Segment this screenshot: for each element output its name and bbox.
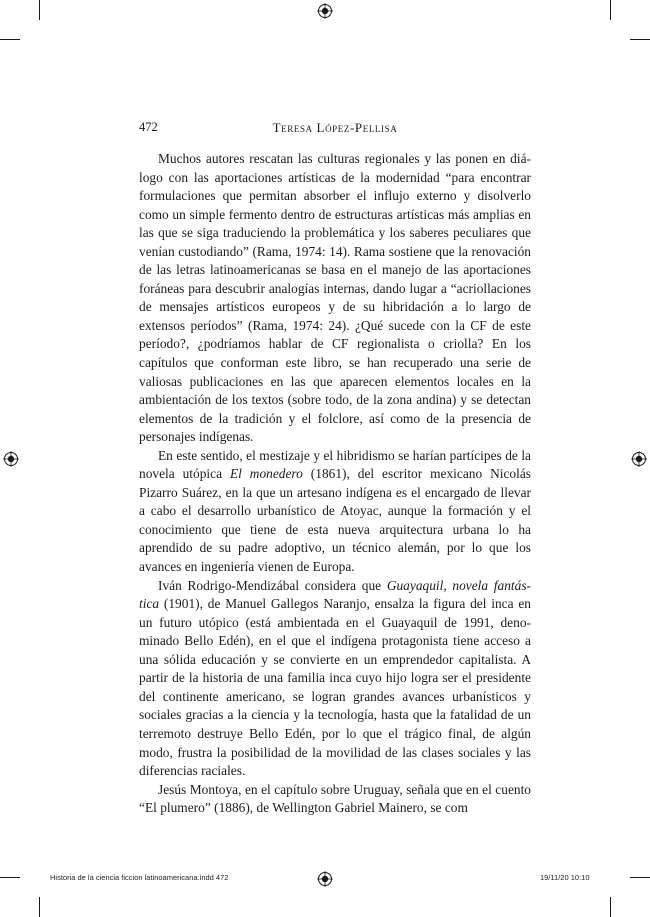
- page-number: 472: [139, 120, 158, 134]
- paragraph-text: En este sentido, el mestizaje y el hibridismo se harían partícipes de la novela utópica: [139, 447, 531, 482]
- book-title: Guayaquil, novela fantástica: [139, 577, 531, 612]
- printer-slug: [0, 873, 650, 885]
- registration-mark-right-icon: [631, 451, 647, 467]
- paragraph-text: (1861), del escritor mexicano Nicolás Pizarro Suárez, en la que un artesano indígena es el encargado de llevar a cabo el desarrollo urbanístico de Atoyac, aunque la formación y el conocimiento que tiene de esta nueva arquitectura urbana lo ha aprendido de su padre adoptivo, un técnico alemán, por lo que los avances en ingeniería vienen de Europa.: [139, 466, 531, 575]
- paragraph-text: Muchos autores rescatan las culturas regionales y las ponen en diálogo con las aportaciones artísticas de la modernidad “para encontrar formulaciones que permitan absorber el influjo externo y disolverlo como un simple fermento dentro de estructuras artísticas más amplias en las que se siga traduciendo la problemática y los saberes peculiares que venían custodiando” (Rama, 1974: 14). Rama sostiene que la renovación de las letras latinoamericanas se basa en el manejo de las aportaciones foráneas para descubrir analogías internas, dando lugar a “acriollaciones de mensajes artísticos europeos y de su hibridación a lo largo de extensos períodos” (Rama, 1974: 24). ¿Qué sucede con la CF de este período?, ¿podríamos hablar de CF regionalista o criolla? En los capítulos que conforman este libro, se han recuperado una serie de valiosas publicaciones en las que aparecen elementos locales en la ambientación de los textos (sobre todo, de la zona andina) y se detectan elementos de la tradición y el folclore, así como de la presencia de personajes indígenas.: [139, 151, 531, 445]
- crop-mark-bottom-left-vertical: [39, 897, 40, 917]
- paragraph-3: [139, 577, 531, 781]
- crop-mark-top-right-vertical: [610, 0, 611, 20]
- registration-mark-top-icon: [317, 3, 333, 19]
- slug-file-info: Historia de la ciencia ficcion latinoamericana.indd 472: [50, 873, 229, 882]
- paragraph-2: [139, 447, 531, 577]
- crop-mark-top-left-vertical: [39, 0, 40, 20]
- registration-mark-left-icon: [3, 451, 19, 467]
- book-title: El monedero: [229, 466, 303, 482]
- paragraph-1: [139, 150, 531, 447]
- body-text: [139, 150, 531, 818]
- running-header: [139, 120, 531, 136]
- crop-mark-bottom-right-vertical: [610, 897, 611, 917]
- paragraph-text: Jesús Montoya, en el capítulo sobre Uruguay, señala que en el cuento “El plumero” (1886), de Wellington Gabriel Mainero, se com: [139, 781, 531, 816]
- paragraph-text: (1901), de Manuel Gallegos Naranjo, ensalza la figura del inca en un futuro utópico (está ambientada en el Guayaquil de 1991, denominado Bello Edén), en el que el indígena protagonista tiene acceso a una sólida educación y se convierte en un emprendedor capitalista. A partir de la historia de una familia inca cuyo hijo logra ser el presidente del continente americano, se logran grandes avances urbanísticos y sociales gracias a la ciencia y la tecnología, hasta que la fatalidad de un terremoto destruye Bello Edén, por lo que el trágico final, de algún modo, frustra la posibilidad de la movilidad de las clases sociales y las diferencias raciales.: [139, 596, 531, 779]
- paragraph-4: [139, 781, 531, 818]
- paragraph-text: Iván Rodrigo-Mendizábal considera que: [158, 577, 387, 593]
- slug-timestamp: 19/11/20 10:10: [540, 873, 590, 882]
- crop-mark-top-right-horizontal: [630, 39, 650, 40]
- running-title: Teresa López-Pellisa: [272, 120, 398, 135]
- crop-mark-top-left-horizontal: [0, 39, 20, 40]
